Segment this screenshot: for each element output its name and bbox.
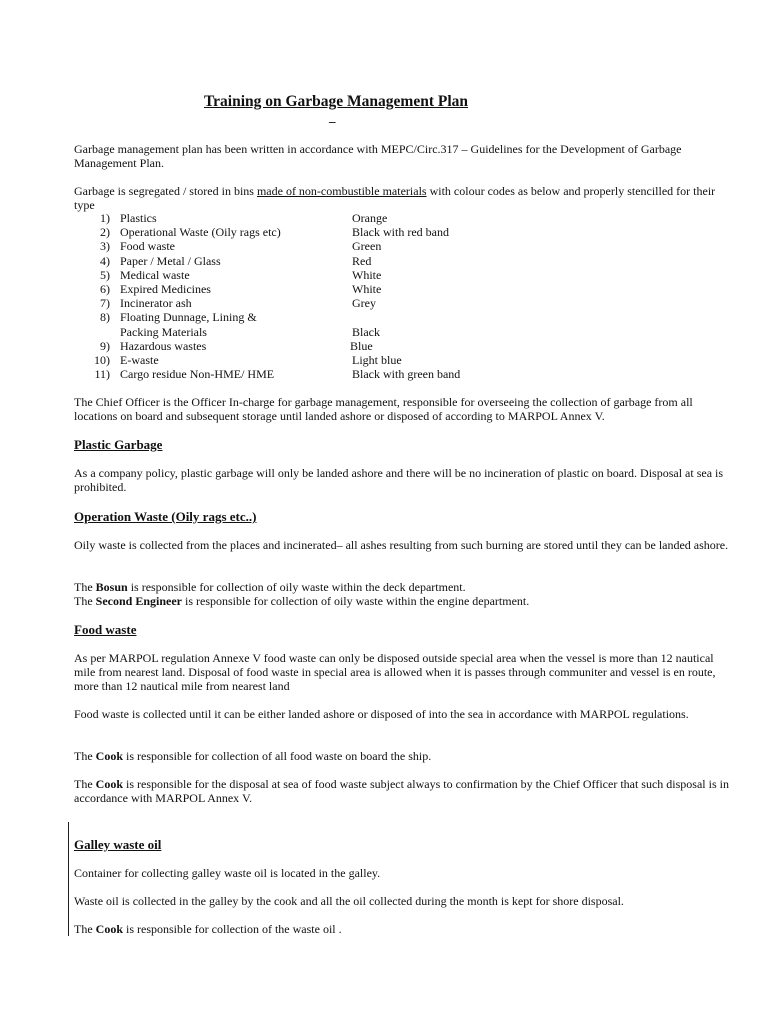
item-color: Orange — [352, 211, 388, 225]
chief-officer-paragraph: The Chief Officer is the Officer In-charge for garbage management, responsible for overseeing the collection of garbage from all locations on board and subsequent storage until landed ashore or disposed of according to MARPOL Annex V. — [74, 395, 693, 423]
item-color: Black with green band — [352, 367, 461, 382]
item-color: White — [352, 281, 382, 296]
food-waste-regulation-paragraph: As per MARPOL regulation Annexe V food waste can only be disposed outside special area when the vessel is more than 12 nautical mile from nearest land. Disposal of food waste in special area is allowed when it is passes through communiter and vessel is en route, more than 12 nautical mile from nearest land — [74, 651, 716, 693]
text-suffix: is responsible for collection of the waste oil . — [123, 922, 342, 936]
text-suffix: is responsible for collection of oily waste within the engine department. — [182, 594, 530, 608]
item-color: Blue — [350, 338, 373, 353]
item-type: Packing Materials — [120, 324, 207, 339]
plastic-garbage-heading: Plastic Garbage — [74, 437, 163, 452]
engineer-role: Second Engineer — [95, 594, 182, 608]
cook-collection-responsibility — [74, 749, 734, 763]
cook-disposal-responsibility — [74, 777, 734, 805]
text-prefix: The — [74, 777, 96, 791]
oily-waste-paragraph: Oily waste is collected from the places and incinerated– all ashes resulting from such burning are stored until they can be landed ashore. — [74, 538, 729, 552]
text-suffix: is responsible for collection of all food waste on board the ship. — [123, 749, 432, 763]
item-type: Cargo residue Non-HME/ HME — [120, 367, 275, 382]
list-item — [74, 225, 734, 239]
item-type: Incinerator ash — [120, 296, 192, 311]
list-item — [74, 367, 734, 381]
galley-container-paragraph: Container for collecting galley waste oil is located in the galley. — [74, 866, 381, 880]
item-type: Operational Waste (Oily rags etc) — [120, 225, 281, 240]
bosun-role: Bosun — [95, 580, 128, 594]
text-suffix: is responsible for the disposal at sea of food waste subject always to confirmation by the Chief Officer that such disposal is in accordance with MARPOL Annex V. — [74, 777, 729, 805]
list-item — [74, 239, 734, 253]
text-prefix: The — [74, 749, 96, 763]
item-type: Paper / Metal / Glass — [120, 253, 221, 268]
item-color: Black with red band — [352, 225, 449, 240]
cook-role: Cook — [95, 749, 123, 763]
list-item — [74, 296, 734, 310]
document-title: Training on Garbage Management Plan — [203, 93, 469, 110]
item-number: 2) — [100, 225, 110, 240]
item-type: Hazardous wastes — [120, 338, 207, 353]
item-number: 10) — [94, 352, 110, 367]
item-color: White — [352, 267, 382, 282]
item-number: 8) — [100, 310, 110, 325]
revision-bar — [68, 822, 69, 936]
galley-collection-paragraph: Waste oil is collected in the galley by the cook and all the oil collected during the month is kept for shore disposal. — [74, 894, 624, 908]
list-item — [74, 339, 734, 353]
list-item — [74, 353, 734, 367]
galley-cook-responsibility — [74, 922, 734, 936]
item-color: Black — [352, 324, 380, 339]
item-type: Floating Dunnage, Lining & — [120, 310, 257, 325]
list-item — [74, 268, 734, 282]
list-item — [74, 282, 734, 296]
text-suffix: is responsible for collection of oily waste within the deck department. — [127, 580, 466, 594]
item-type: E-waste — [120, 352, 159, 367]
item-type: Food waste — [120, 239, 175, 254]
item-color: Red — [352, 253, 372, 268]
item-number: 5) — [100, 267, 110, 282]
list-item — [74, 325, 734, 339]
list-item — [74, 254, 734, 268]
item-number: 7) — [100, 296, 110, 311]
title-underline-mark: _ — [329, 109, 336, 124]
bin-color-list — [74, 211, 734, 381]
text-prefix: The — [74, 580, 96, 594]
item-type: Medical waste — [120, 267, 190, 282]
text-prefix: The — [74, 922, 96, 936]
cook-role: Cook — [95, 777, 123, 791]
item-number: 3) — [100, 239, 110, 254]
list-item — [74, 211, 734, 225]
operation-waste-heading: Operation Waste (Oily rags etc..) — [74, 509, 257, 524]
item-number: 4) — [100, 253, 110, 268]
item-number: 11) — [94, 367, 110, 382]
food-waste-heading: Food waste — [74, 622, 137, 637]
text-prefix: The — [74, 594, 96, 608]
item-number: 1) — [100, 211, 110, 225]
galley-waste-oil-heading: Galley waste oil — [74, 837, 162, 852]
bosun-responsibility — [74, 580, 734, 594]
segregation-underlined-text: made of non-combustible materials — [256, 184, 427, 198]
item-number: 9) — [100, 338, 110, 353]
item-color: Grey — [352, 296, 376, 311]
segregation-text-end: with colour codes as below and properly stencilled for their type — [74, 184, 716, 212]
cook-role: Cook — [95, 922, 123, 936]
item-type: Plastics — [120, 211, 157, 225]
engineer-responsibility — [74, 594, 734, 608]
plastic-garbage-paragraph: As a company policy, plastic garbage will only be landed ashore and there will be no incineration of plastic on board. Disposal at sea is prohibited. — [74, 466, 724, 494]
intro-paragraph: Garbage management plan has been written in accordance with MEPC/Circ.317 – Guidelines for the Development of Garbage Management Plan. — [74, 142, 682, 170]
item-color: Light blue — [352, 352, 402, 367]
item-number: 6) — [100, 281, 110, 296]
segregation-paragraph — [74, 184, 734, 212]
list-item — [74, 310, 734, 324]
item-type: Expired Medicines — [120, 281, 211, 296]
food-waste-collection-paragraph: Food waste is collected until it can be either landed ashore or disposed of into the sea in accordance with MARPOL regulations. — [74, 707, 689, 721]
item-color: Green — [352, 239, 382, 254]
segregation-text-start: Garbage is segregated / stored in bins — [74, 184, 257, 198]
